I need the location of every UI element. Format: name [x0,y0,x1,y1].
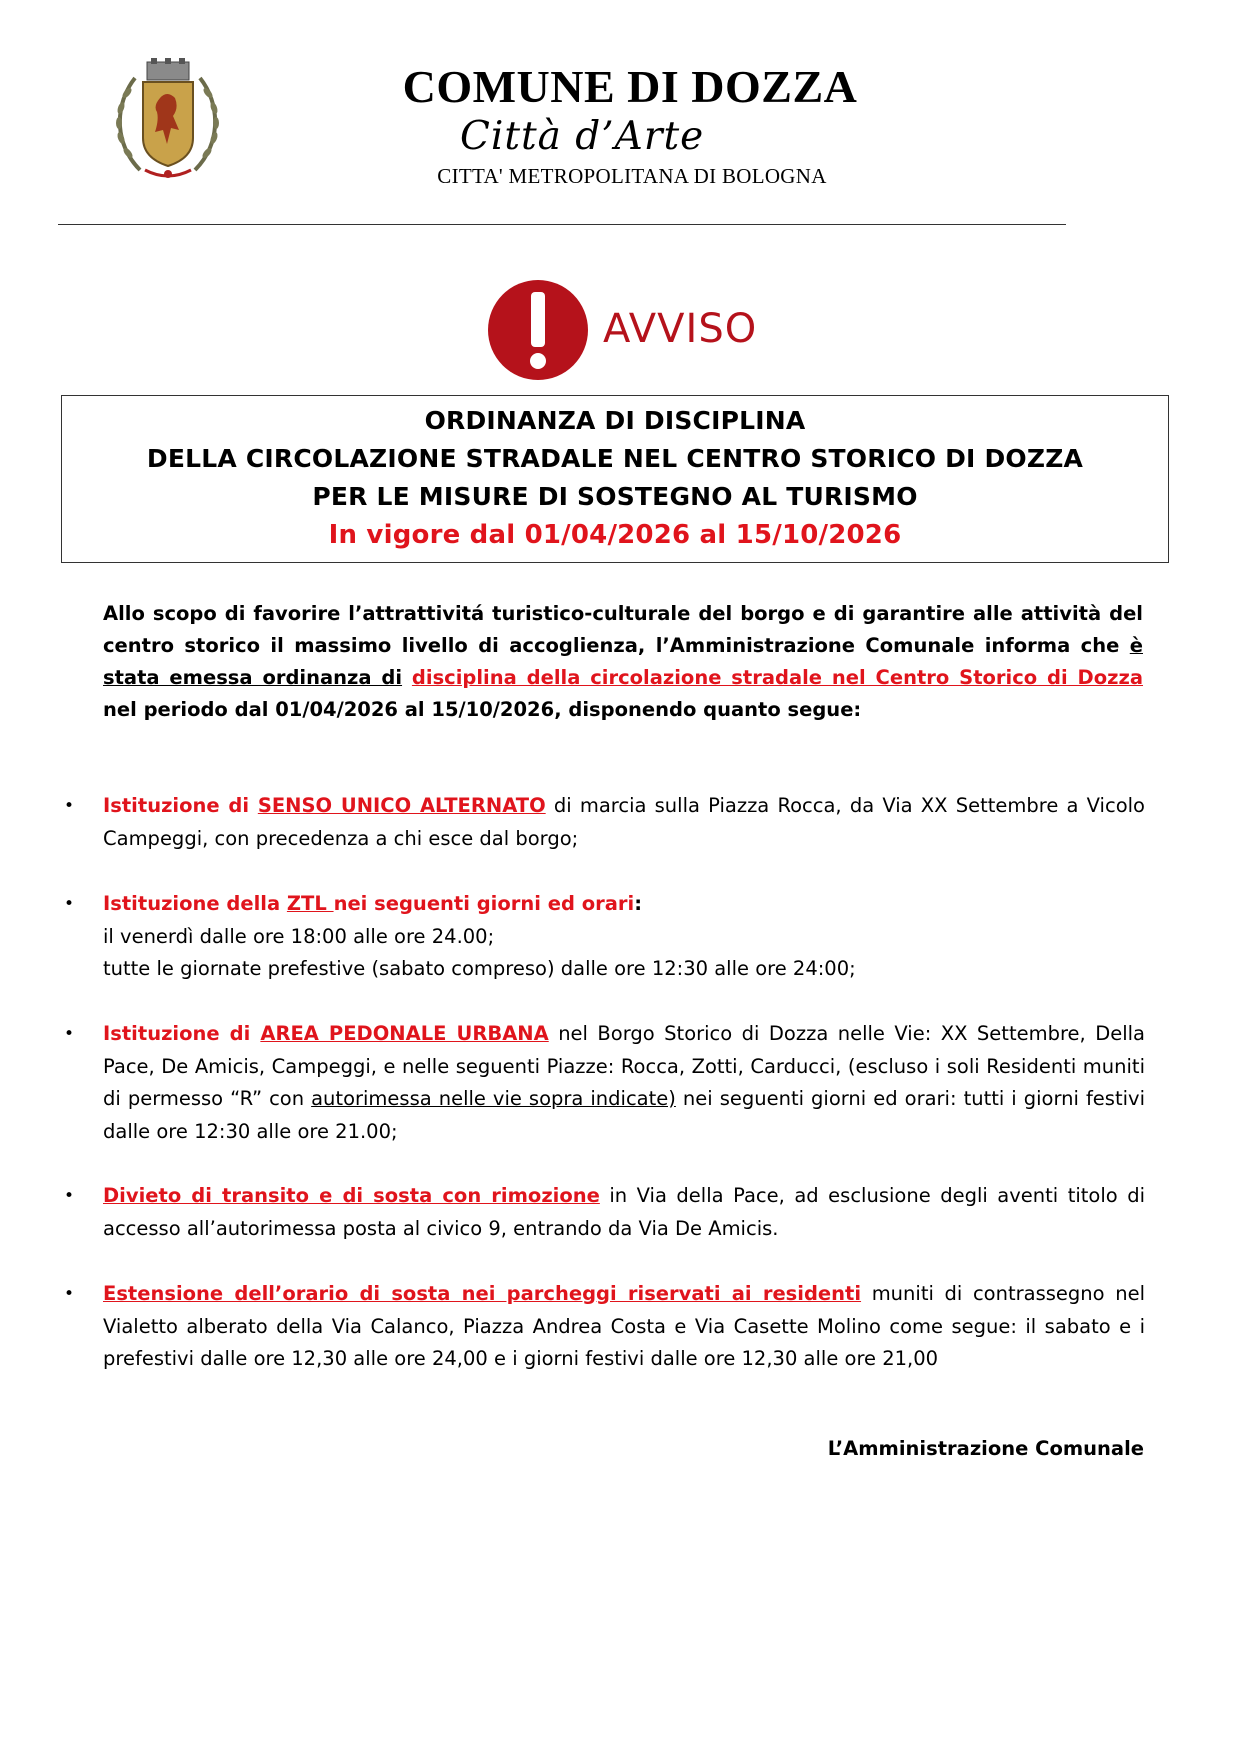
ordinance-line-2: DELLA CIRCOLAZIONE STRADALE NEL CENTRO STORICO DI DOZZA [146,444,1084,473]
list-item-colon: : [634,892,642,915]
intro-highlight: disciplina della circolazione stradale nel Centro Storico di Dozza [411,666,1143,689]
intro-text-1: Allo scopo di favorire l’attrattivitá turistico-culturale del borgo e di garantire alle attività del centro storico il massimo livello di accoglienza, l’Amministrazione Comunale informa che [103,602,1143,657]
metro-label: CITTA' METROPOLITANA DI BOLOGNA [437,164,827,188]
list-item-lead: nei seguenti giorni ed orari [333,892,635,915]
list-item-text: tutte le giornate prefestive (sabato compreso) dalle ore 12:30 alle ore 24:00; [103,957,856,980]
list-item [103,1278,1145,1376]
bullet-icon: • [64,1024,75,1044]
list-item-highlight: Estensione dell’orario di sosta nei parcheggi riservati ai residenti [103,1282,862,1305]
ordinance-validity: In vigore dal 01/04/2026 al 15/10/2026 [328,520,902,550]
list-item-lead: Istituzione di [103,794,258,817]
list-item-text: di marcia sulla Piazza Rocca, da Via XX Settembre a Vicolo Campeggi, con precedenza a chi esce dal borgo; [103,794,1145,850]
list-item-text: muniti di contrassegno nel Vialetto alberato della Via Calanco, Piazza Andrea Costa e Via Casette Molino come segue: il sabato e i prefestivi dalle ore 12,30 alle ore 24,00 e i giorni festivi dalle ore 12,30 alle ore 21,00 [103,1282,1145,1370]
list-item [103,888,1145,986]
page-subtitle: Città d’Arte [460,114,705,159]
ordinance-box [61,395,1169,563]
intro-text-3 [402,666,412,689]
list-item-highlight: ZTL [286,892,334,915]
list-item-lead: Istituzione di [103,1022,261,1045]
list-item-text: il venerdì dalle ore 18:00 alle ore 24.00; [103,924,495,948]
list-item-text: in Via della Pace, ad esclusione degli aventi titolo di accesso all’autorimessa posta al civico 9, entrando da Via De Amicis. [103,1184,1145,1240]
list-item [103,790,1145,855]
bullet-icon: • [64,796,75,816]
list-item [103,1180,1145,1245]
ordinance-line-1: ORDINANZA DI DISCIPLINA [424,406,806,435]
bullet-icon: • [64,1186,75,1206]
page-title: COMUNE DI DOZZA [402,61,858,112]
list-item-text: nei seguenti giorni ed orari: tutti i giorni festivi dalle ore 12:30 alle ore 21.00; [103,1087,1145,1143]
list-item-lead: Istituzione della [103,892,287,915]
list-item-highlight: AREA PEDONALE URBANA [260,1022,549,1045]
list-item [103,1018,1145,1148]
ordinance-line-3: PER LE MISURE DI SOSTEGNO AL TURISMO [312,482,918,511]
avviso-label: AVVISO [603,306,758,352]
signature: L’Amministrazione Comunale [827,1437,1144,1460]
intro-text-5: nel periodo dal 01/04/2026 al 15/10/2026, disponendo quanto segue: [103,698,862,721]
list-item-highlight: SENSO UNICO ALTERNATO [257,794,546,817]
list-item-text: nel Borgo Storico di Dozza nelle Vie: XX Settembre, Della Pace, De Amicis, Campeggi, e nelle seguenti Piazze: Rocca, Zotti, Carducci, (escluso i soli Residenti muniti di permesso “R” con [103,1022,1145,1110]
bullet-icon: • [64,894,75,914]
intro-paragraph [103,598,1143,726]
list-item-underlined: autorimessa nelle vie sopra indicate) [311,1087,676,1110]
bullet-icon: • [64,1284,75,1304]
intro-text-2: è stata emessa ordinanza di [103,634,1143,689]
list-item-highlight: Divieto di transito e di sosta con rimozione [103,1184,600,1207]
header-divider [58,224,1066,225]
